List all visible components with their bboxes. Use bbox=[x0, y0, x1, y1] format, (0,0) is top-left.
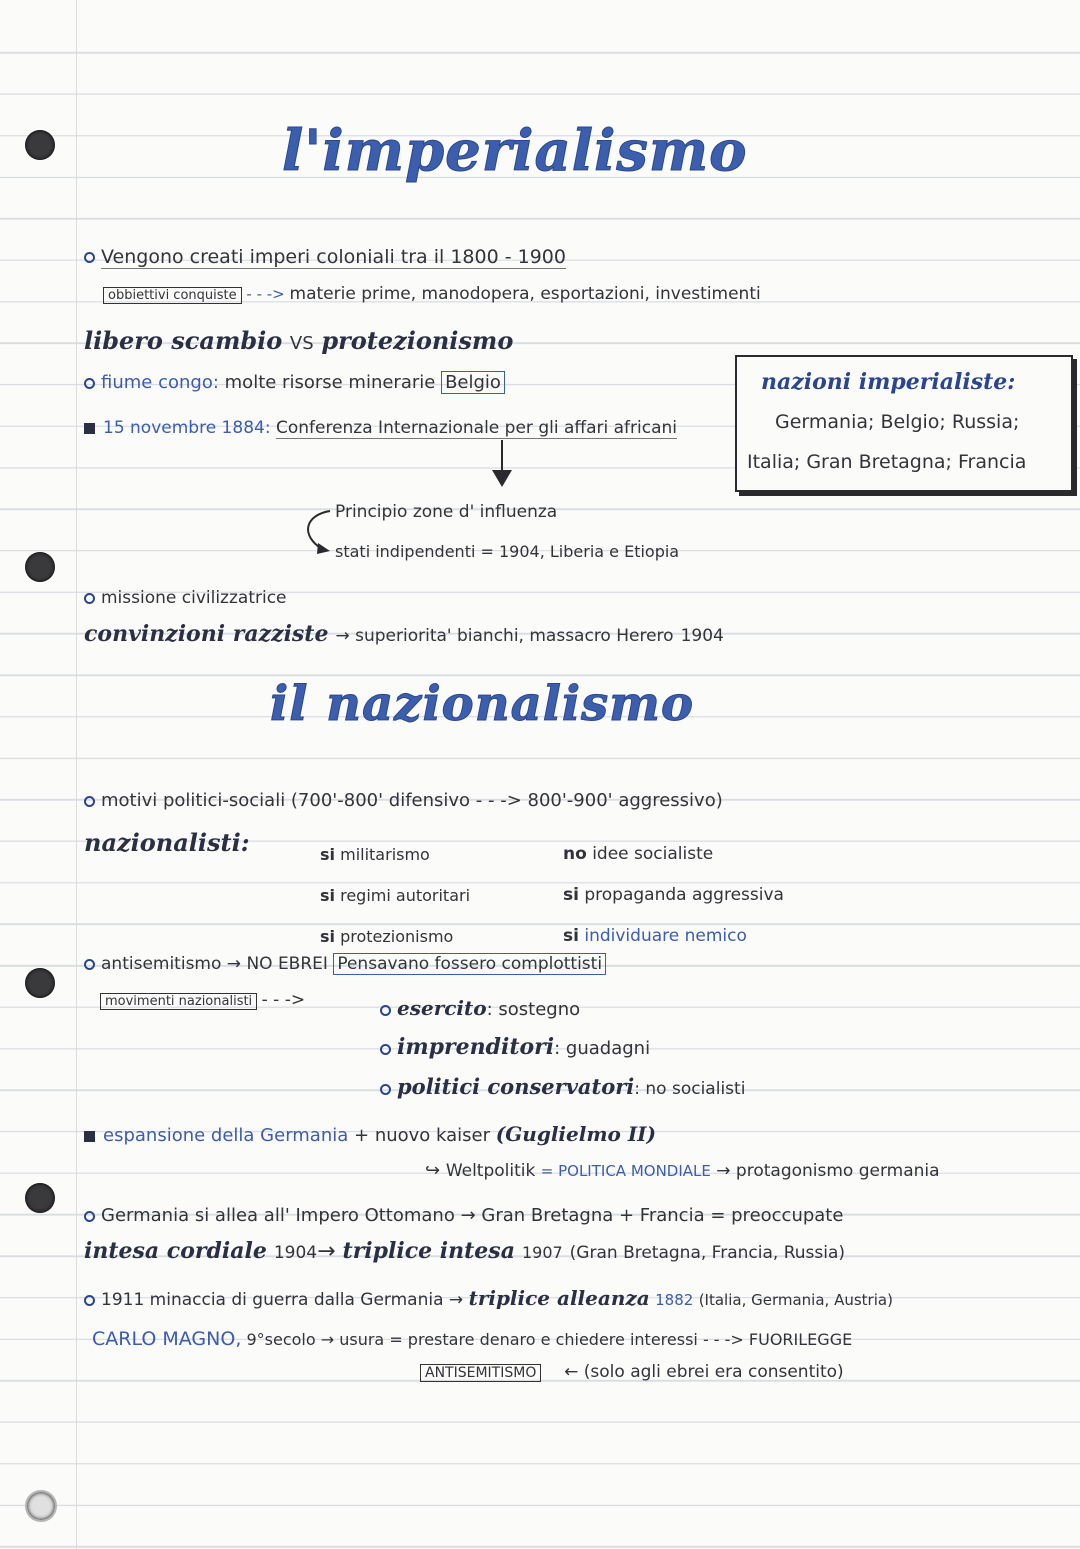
nations-title: nazioni imperialiste: bbox=[761, 369, 1016, 395]
line-goals: obbiettivi conquiste - - -> materie prime, manodopera, esportazioni, investimenti bbox=[103, 284, 761, 304]
circle-bullet-icon bbox=[84, 959, 95, 970]
antisemitism-box: ANTISEMITISMO bbox=[420, 1364, 541, 1382]
title-nationalism: il nazionalismo bbox=[270, 676, 694, 732]
line-mission: missione civilizzatrice bbox=[84, 588, 287, 608]
list-item: si militarismo bbox=[320, 845, 430, 864]
square-bullet-icon bbox=[84, 1131, 95, 1142]
circle-bullet-icon bbox=[84, 1295, 95, 1306]
line-conference: 15 novembre 1884: Conferenza Internazionale per gli affari africani bbox=[84, 418, 677, 438]
nationalists-label: nazionalisti: bbox=[84, 828, 250, 857]
nationalists-left-list bbox=[320, 834, 470, 957]
line-army: esercito: sostegno bbox=[380, 996, 580, 1020]
punch-hole bbox=[25, 130, 55, 160]
goals-box: obbiettivi conquiste bbox=[103, 287, 242, 304]
line-trade: libero scambio VS protezionismo bbox=[84, 326, 514, 355]
line-entente: intesa cordiale 1904→ triplice intesa 1907 (Gran Bretagna, Francia, Russia) bbox=[84, 1238, 846, 1264]
line-colonial-empires: Vengono creati imperi coloniali tra il 1800 - 1900 bbox=[84, 246, 566, 268]
line-racism: convinzioni razziste → superiorita' bianchi, massacro Herero 1904 bbox=[84, 621, 724, 647]
punch-hole bbox=[25, 1183, 55, 1213]
movements-box: movimenti nazionalisti bbox=[100, 993, 257, 1010]
list-item: si protezionismo bbox=[320, 927, 454, 946]
circle-bullet-icon bbox=[380, 1084, 391, 1095]
list-item: si regimi autoritari bbox=[320, 886, 471, 905]
nations-line-2: Italia; Gran Bretagna; Francia bbox=[747, 451, 1027, 473]
list-item: si individuare nemico bbox=[563, 926, 747, 946]
line-charlemagne: CARLO MAGNO, 9°secolo → usura = prestare denaro e chiedere interessi - - -> FUORILEGGE bbox=[92, 1328, 853, 1350]
line-motives: motivi politici-sociali (700'-800' difensivo - - -> 800'-900' aggressivo) bbox=[84, 790, 723, 811]
punch-hole bbox=[25, 968, 55, 998]
line-ottoman: Germania si allea all' Impero Ottomano → Gran Bretagna + Francia = preoccupate bbox=[84, 1205, 843, 1226]
line-congo: fiume congo: molte risorse minerarie Belgio bbox=[84, 372, 505, 393]
list-item: no idee socialiste bbox=[563, 844, 714, 864]
line-alliance: 1911 minaccia di guerra dalla Germania → triplice alleanza 1882 (Italia, Germania, Austria) bbox=[84, 1286, 893, 1310]
line-movements: movimenti nazionalisti - - -> bbox=[100, 990, 305, 1010]
line-weltpolitik: ↪ Weltpolitik = POLITICA MONDIALE → protagonismo germania bbox=[425, 1160, 940, 1181]
nations-line-1: Germania; Belgio; Russia; bbox=[775, 411, 1020, 433]
line-politicians: politici conservatori: no socialisti bbox=[380, 1074, 745, 1099]
margin-line bbox=[76, 0, 77, 1549]
line-antisemitism: antisemitismo → NO EBREI Pensavano fossero complottisti bbox=[84, 954, 606, 974]
circle-bullet-icon bbox=[84, 378, 95, 389]
line-antisemitism-note: ANTISEMITISMO ← (solo agli ebrei era consentito) bbox=[420, 1362, 844, 1382]
nationalists-right-list bbox=[563, 834, 784, 957]
punch-hole bbox=[25, 552, 55, 582]
nations-box bbox=[735, 355, 1073, 492]
line-principle: Principio zone d' influenza bbox=[335, 502, 558, 522]
punch-hole bbox=[25, 1490, 57, 1522]
circle-bullet-icon bbox=[380, 1044, 391, 1055]
square-bullet-icon bbox=[84, 423, 95, 434]
line-independent-states: stati indipendenti = 1904, Liberia e Etiopia bbox=[335, 542, 680, 561]
down-arrow-icon bbox=[490, 440, 514, 488]
circle-bullet-icon bbox=[84, 796, 95, 807]
line-entrepreneurs: imprenditori: guadagni bbox=[380, 1034, 650, 1060]
circle-bullet-icon bbox=[380, 1005, 391, 1016]
line-germany-expansion: espansione della Germania + nuovo kaiser (Guglielmo II) bbox=[84, 1122, 656, 1146]
circle-bullet-icon bbox=[84, 252, 95, 263]
circle-bullet-icon bbox=[84, 593, 95, 604]
circle-bullet-icon bbox=[84, 1211, 95, 1222]
list-item: si propaganda aggressiva bbox=[563, 885, 784, 905]
title-imperialism: l'imperialismo bbox=[282, 118, 748, 184]
